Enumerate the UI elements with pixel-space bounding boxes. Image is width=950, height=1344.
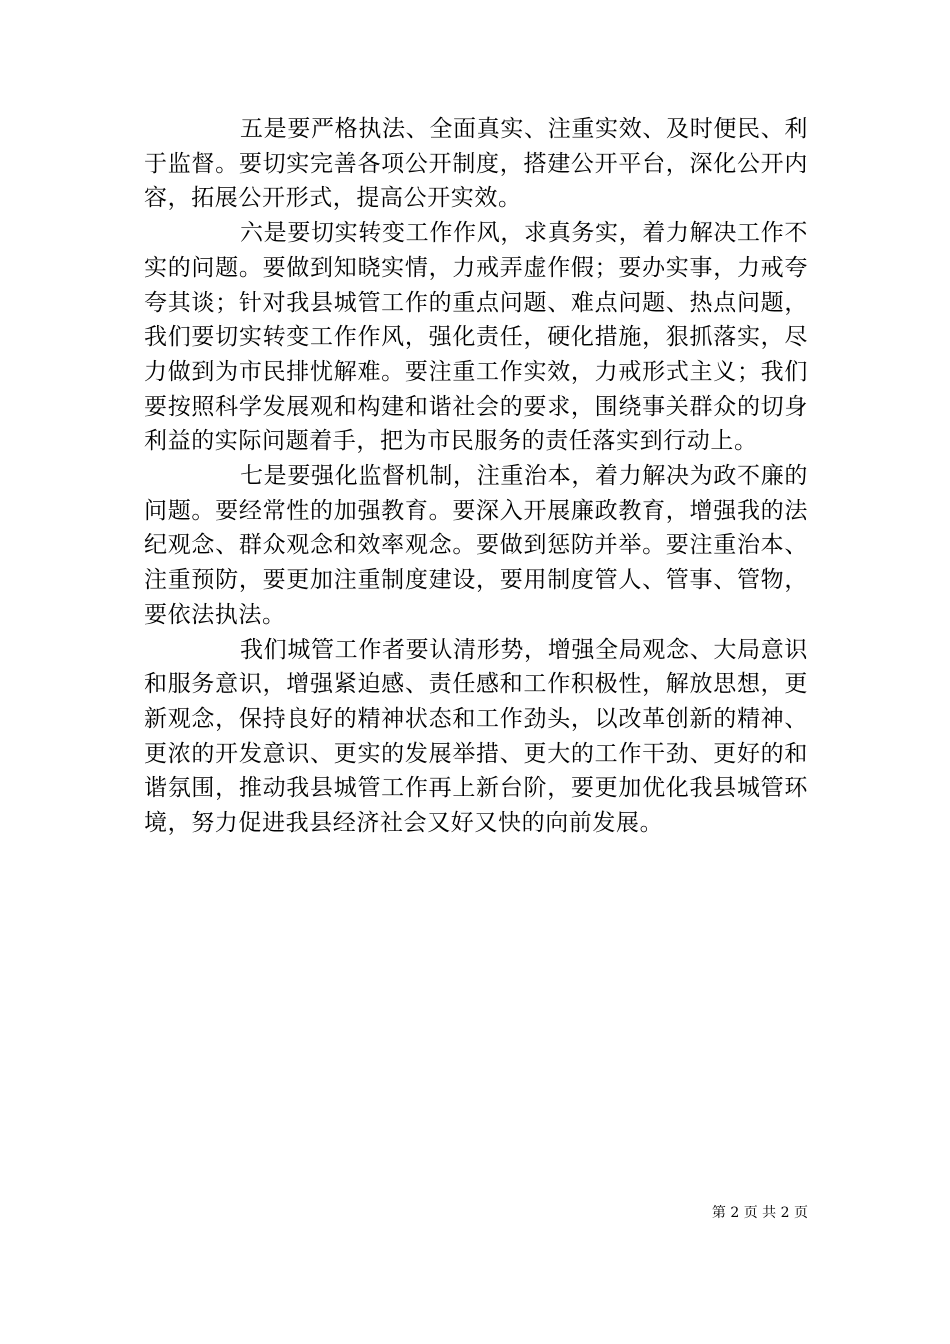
paragraph-six: 六是要切实转变工作作风，求真务实，着力解决工作不实的问题。要做到知晓实情，力戒弄虚作假；要办实事，力戒夸夸其谈；针对我县城管工作的重点问题、难点问题、热点问题，我们要切实转变工作作风，强化责任，硬化措施，狠抓落实，尽力做到为市民排忧解难。要注重工作实效，力戒形式主义；我们要按照科学发展观和构建和谐社会的要求，围绕事关群众的切身利益的实际问题着手，把为市民服务的责任落实到行动上。: [144, 220, 808, 455]
paragraph-five: 五是要严格执法、全面真实、注重实效、及时便民、利于监督。要切实完善各项公开制度，搭建公开平台，深化公开内容，拓展公开形式，提高公开实效。: [144, 116, 808, 212]
document-body: [144, 112, 808, 841]
paragraph-seven: 七是要强化监督机制，注重治本，着力解决为政不廉的问题。要经常性的加强教育。要深入开展廉政教育，增强我的法纪观念、群众观念和效率观念。要做到惩防并举。要注重治本、注重预防，要更加注重制度建设，要用制度管人、管事、管物，要依法执法。: [144, 463, 808, 628]
page-number-footer: 第 2 页 共 2 页: [711, 1205, 808, 1221]
paragraph-conclusion: 我们城管工作者要认清形势，增强全局观念、大局意识和服务意识，增强紧迫感、责任感和工作积极性，解放思想，更新观念，保持良好的精神状态和工作劲头，以改革创新的精神、更浓的开发意识、更实的发展举措、更大的工作干劲、更好的和谐氛围，推动我县城管工作再上新台阶，要更加优化我县城管环境，努力促进我县经济社会又好又快的向前发展。: [144, 636, 808, 837]
